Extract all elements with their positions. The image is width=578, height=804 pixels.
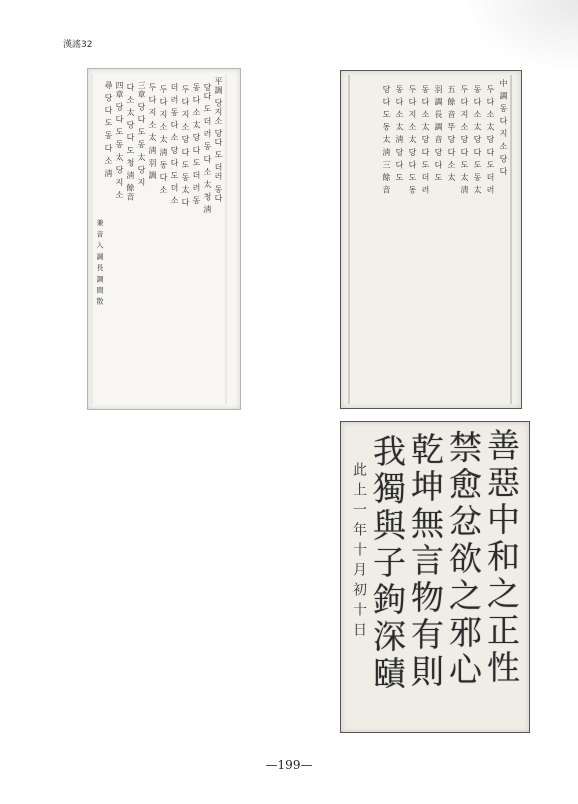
manuscript-photo-right-top: [340, 70, 522, 409]
manuscript-column: 尋 당 다 도 동 다 소 淸: [104, 81, 113, 178]
calligraphy-column: 善惡中和之正性: [482, 428, 521, 687]
manuscript-column: 두 다 지 소 당 다 도 太 淸: [460, 85, 469, 195]
page-number: —199—: [265, 758, 313, 772]
manuscript-column: 더 러 동 다 소 당 다 도 더 소: [170, 83, 179, 205]
manuscript-column: 두 다 소 太 당 다 도 더 러: [486, 85, 495, 195]
manuscript-column: 三章 당 다 도 동 太 당 지: [137, 81, 146, 187]
manuscript-column: 두 다 지 소 太 淸 동 다 소: [159, 85, 168, 195]
manuscript-column: 동 다 소 太 당 다 도 동 太: [473, 85, 482, 195]
manuscript-column: 동 다 소 太 淸 당 다 도: [395, 85, 404, 182]
manuscript-column: 中 調 동 다 지 소 당 다: [499, 79, 508, 176]
manuscript-column: 동 다 소 太 당 다 도 더 러: [421, 85, 430, 195]
manuscript-column: 두 다 지 소 당 다 도 동 太 다: [181, 85, 190, 207]
manuscript-column: 동 다 소 太 당 다 도 더 러 동: [192, 83, 201, 205]
manuscript-photo-left: [87, 68, 241, 410]
manuscript-column: 羽 調 長 調 音 당 다 도: [434, 85, 443, 182]
manuscript-column: 두 다 지 소 太 淸 羽 調: [148, 83, 157, 180]
manuscript-column: 다 소 太 당 다 도 청 淸 餘音: [126, 83, 135, 202]
calligraphy-column: 我獨與子鉤深賾: [368, 434, 407, 693]
manuscript-column: 五 餘 音 뚜 당 다 소 太: [447, 85, 456, 182]
manuscript-column: 平調 당지소 당다 도 더러 동다: [214, 77, 223, 203]
calligraphy-photo-right-bottom: [340, 421, 530, 733]
manuscript-column: 당 다 도 동 太 淸 三 餘 音: [382, 85, 391, 195]
calligraphy-side-note: 此上一年十月初十日: [351, 462, 367, 642]
manuscript-column: 당다 도 더 러 동 다 소 太 청 淸: [203, 83, 212, 214]
calligraphy-column: 禁愈忿欲之邪心: [444, 430, 483, 689]
manuscript-column: 兼 音 入 調 長 調 間 散: [96, 219, 104, 306]
manuscript-column: 四章 당 다 도 동 太 당 지 소: [115, 81, 124, 200]
header-label: 漢謠32: [63, 40, 93, 50]
manuscript-column: 두 다 지 소 太 당 다 도 동: [408, 85, 417, 195]
calligraphy-column: 乾坤無言物有則: [406, 432, 445, 691]
scan-corner-shade: [468, 0, 578, 70]
